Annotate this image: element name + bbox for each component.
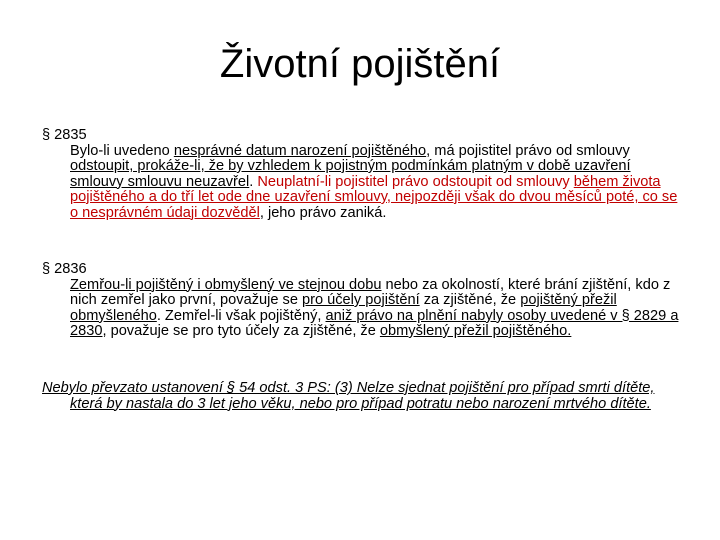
underlined-text: obmyšlený přežil pojištěného. <box>379 323 572 339</box>
section-body <box>42 144 682 222</box>
underlined-text: pro účely pojištění <box>302 292 420 308</box>
text-run: , má pojistitel právo od smlouvy <box>426 142 630 159</box>
underlined-text: nesprávné datum narození pojištěného <box>173 142 427 159</box>
note-section <box>42 381 682 412</box>
highlighted-text: Neuplatní-li pojistitel právo odstoupit od smlouvy <box>257 173 574 190</box>
section-heading: § 2835 <box>42 127 87 143</box>
underlined-text: aniž právo na plnění nabyly osoby uvedené v § 2829 a 2830 <box>70 307 679 339</box>
text-run: za zjištěné, že <box>419 292 521 308</box>
text-run: . <box>249 173 258 190</box>
text-run: , považuje se pro tyto účely za zjištěné, že <box>102 323 380 339</box>
page-title: Životní pojištění <box>219 42 501 86</box>
section-body <box>42 278 682 340</box>
text-run: . Zemřel-li však pojištěný, <box>156 307 326 324</box>
section-2836 <box>42 262 682 340</box>
text-run: Bylo-li uvedeno <box>70 142 174 159</box>
underlined-text: Zemřou-li pojištěný i obmyšlený ve stejnou dobu <box>70 276 382 293</box>
note-text: Nebylo převzato ustanovení § 54 odst. 3 PS: (3) Nelze sjednat pojištění pro případ smrti dítěte, která by nastala do 3 let jeho věku, nebo pro případ potratu nebo narození mrtvého dítěte. <box>42 380 655 412</box>
text-run: , jeho právo zaniká. <box>259 204 387 221</box>
underlined-text: pojištěný přežil obmyšleného <box>70 292 617 324</box>
underlined-text: odstoupit, prokáže-li, že by vzhledem k pojistným podmínkám platným v době uzavření smlouvy smlouvu neuzavřel <box>70 158 631 190</box>
text-run: nebo za okolností, které brání zjištění, kdo z nich zemřel jako první, považuje se <box>70 276 671 308</box>
highlighted-underlined-text: během života pojištěného a do tří let ode dne uzavření smlouvy, nejpozději však do dvou měsíců poté, co se o nesprávném údaji dozvěděl <box>70 173 678 221</box>
section-2835 <box>42 128 682 221</box>
section-heading: § 2836 <box>42 261 87 277</box>
